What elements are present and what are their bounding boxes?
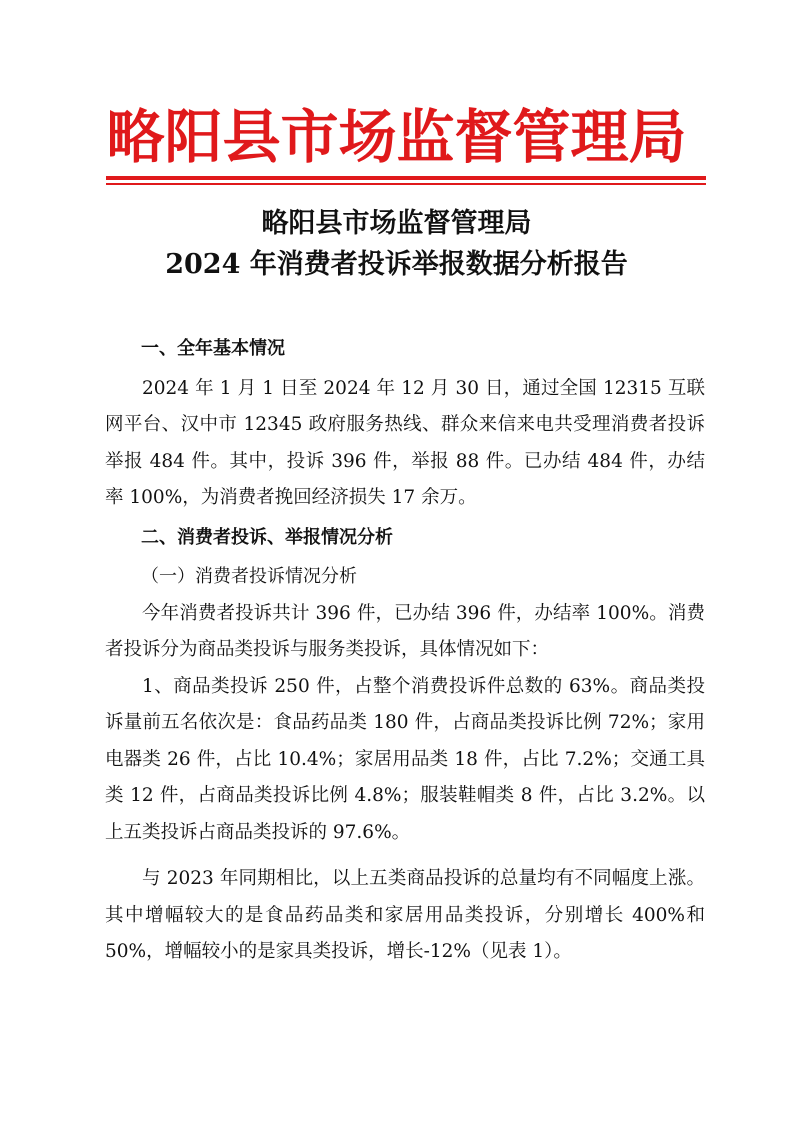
section-heading-basic-situation: 一、全年基本情况 bbox=[141, 338, 285, 359]
section-heading-complaint-analysis: 二、消费者投诉、举报情况分析 bbox=[141, 526, 393, 548]
letterhead-thin-rule bbox=[106, 183, 706, 185]
document-body bbox=[105, 328, 705, 971]
letterhead-thick-rule bbox=[106, 176, 706, 180]
paragraph-year-comparison: 与 2023 年同期相比，以上五类商品投诉的总量均有不同幅度上涨。其中增幅较大的是食品药品类和家居用品类投诉，分别增长 400%和 50%，增幅较小的是家具类投诉，增长-12%（见表 1）。 bbox=[105, 868, 705, 962]
letterhead-org-name: 略阳县市场监督管理局 bbox=[106, 103, 687, 171]
paragraph-basic-situation: 2024 年 1 月 1 日至 2024 年 12 月 30 日，通过全国 12315 互联网平台、汉中市 12345 政府服务热线、群众来信来电共受理消费者投诉举报 484 件。其中，投诉 396 件，举报 88 件。已办结 484 件，办结率 100%，为消费者挽回经济损失 17 余万。 bbox=[105, 377, 705, 508]
paragraph-goods-complaints: 1、商品类投诉 250 件，占整个消费投诉件总数的 63%。商品类投诉量前五名依次是：食品药品类 180 件，占商品类投诉比例 72%；家用电器类 26 件，占比 10.4%；家居用品类 18 件，占比 7.2%；交通工具类 12 件，占商品类投诉比例 4.8%；服装鞋帽类 8 件，占比 3.2%。以上五类投诉占商品类投诉的 97.6%。 bbox=[105, 675, 705, 843]
document-title-line-1: 略阳县市场监督管理局 bbox=[261, 208, 532, 239]
subsection-heading-complaint-analysis: （一）消费者投诉情况分析 bbox=[141, 566, 357, 587]
paragraph-complaint-totals: 今年消费者投诉共计 396 件，已办结 396 件，办结率 100%。消费者投诉分为商品类投诉与服务类投诉，具体情况如下： bbox=[105, 602, 705, 660]
document-title-line-2: 2024 年消费者投诉举报数据分析报告 bbox=[165, 249, 628, 280]
